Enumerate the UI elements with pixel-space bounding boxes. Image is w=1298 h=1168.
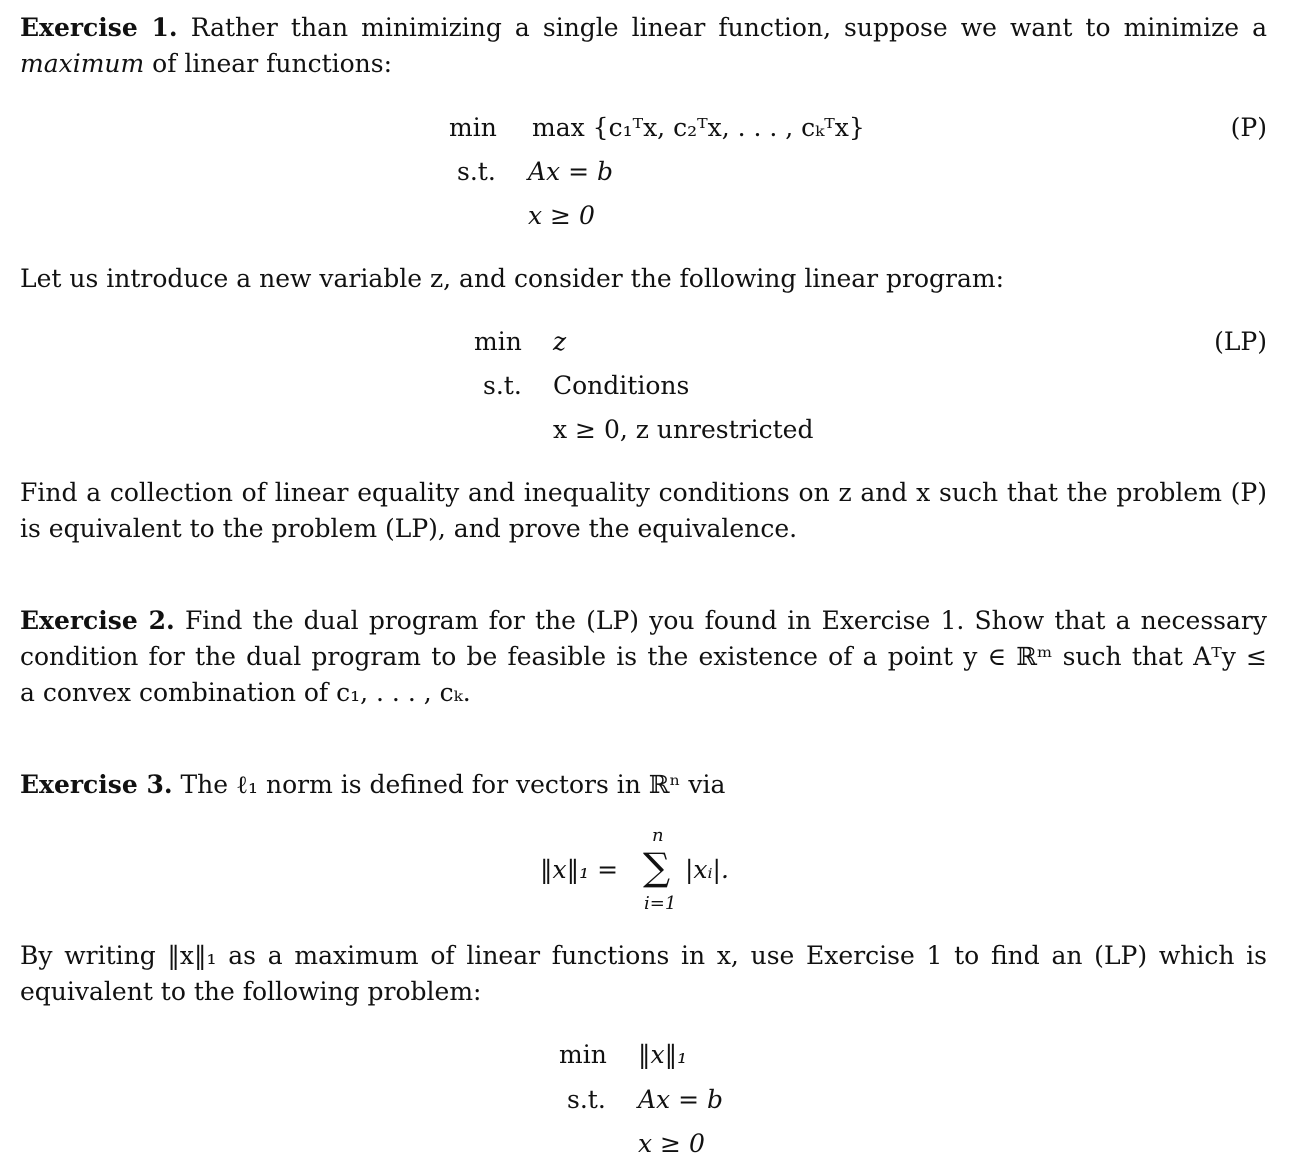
exercise-1-heading: Exercise 1. [20, 13, 178, 42]
problem-p-st-label: s.t. [457, 157, 496, 186]
sum-term: |xᵢ|. [685, 855, 729, 884]
exercise-2-line2: condition for the dual program to be feasible is the existence of a point y ∈ ℝᵐ such that Aᵀy ≤ [20, 642, 1267, 671]
emphasis-maximum: maximum [20, 49, 145, 78]
exercise-3-intro-text: The ℓ₁ norm is defined for vectors in ℝⁿ via [180, 770, 726, 799]
exercise-1-task-line1: Find a collection of linear equality and inequality conditions on z and x such that the problem (P) [20, 478, 1267, 507]
exercise-1-intro-tail: of linear functions: [152, 49, 393, 78]
exercise-1-intro-text: Rather than minimizing a single linear function, suppose we want to minimize a [190, 13, 1267, 42]
problem-l1-objective: ‖x‖₁ [638, 1040, 688, 1069]
exercise-1-lead: Let us introduce a new variable z, and consider the following linear program: [20, 264, 1005, 293]
exercise-2-heading: Exercise 2. [20, 606, 175, 635]
problem-lp-tag: (LP) [1214, 327, 1267, 356]
exercise-1-task-line2: is equivalent to the problem (LP), and prove the equivalence. [20, 514, 798, 543]
l1-norm-formula [540, 826, 760, 916]
exercise-1-task [20, 475, 1267, 547]
problem-p-constraint-1: Ax = b [528, 157, 613, 186]
exercise-3-task [20, 938, 1267, 1010]
exercise-2-line1-text: Find the dual program for the (LP) you found in Exercise 1. Show that a necessary [184, 606, 1267, 635]
problem-lp-st-label: s.t. [483, 371, 522, 400]
problem-l1-constraint-2: x ≥ 0 [638, 1129, 705, 1158]
sum-upper-limit: n [652, 825, 664, 846]
exercise-2-line1 [20, 603, 1267, 639]
problem-p-tag: (P) [1230, 113, 1267, 142]
problem-p-constraint-2: x ≥ 0 [528, 201, 595, 230]
problem-p-min-label: min [449, 113, 497, 142]
problem-lp-constraint-1: Conditions [553, 371, 690, 400]
exercise-3-heading: Exercise 3. [20, 770, 173, 799]
exercise-2-line3: a convex combination of c₁, . . . , cₖ. [20, 678, 471, 707]
problem-l1-constraint-1: Ax = b [638, 1085, 723, 1114]
sum-lower-limit: i=1 [644, 893, 677, 914]
problem-l1-min-label: min [559, 1040, 607, 1069]
problem-l1-st-label: s.t. [567, 1085, 606, 1114]
exercise-1-intro-line1 [20, 10, 1267, 46]
problem-lp-min-label: min [474, 327, 522, 356]
problem-lp-objective: z [553, 327, 567, 356]
exercise-3-task-line1: By writing ‖x‖₁ as a maximum of linear functions in x, use Exercise 1 to find an (LP) which is [20, 941, 1267, 970]
exercise-1-intro-line2 [20, 46, 1267, 82]
exercise-3-intro [20, 767, 1267, 803]
norm-lhs: ‖x‖₁ = [540, 855, 619, 884]
exercise-3-task-line2: equivalent to the following problem: [20, 977, 482, 1006]
problem-lp-constraint-2: x ≥ 0, z unrestricted [553, 415, 814, 444]
summation-symbol: ∑ [643, 845, 671, 889]
exercise-2 [20, 603, 1267, 711]
exercise-1-intro [20, 10, 1267, 82]
problem-p-objective: max {c₁ᵀx, c₂ᵀx, . . . , cₖᵀx} [532, 113, 865, 142]
